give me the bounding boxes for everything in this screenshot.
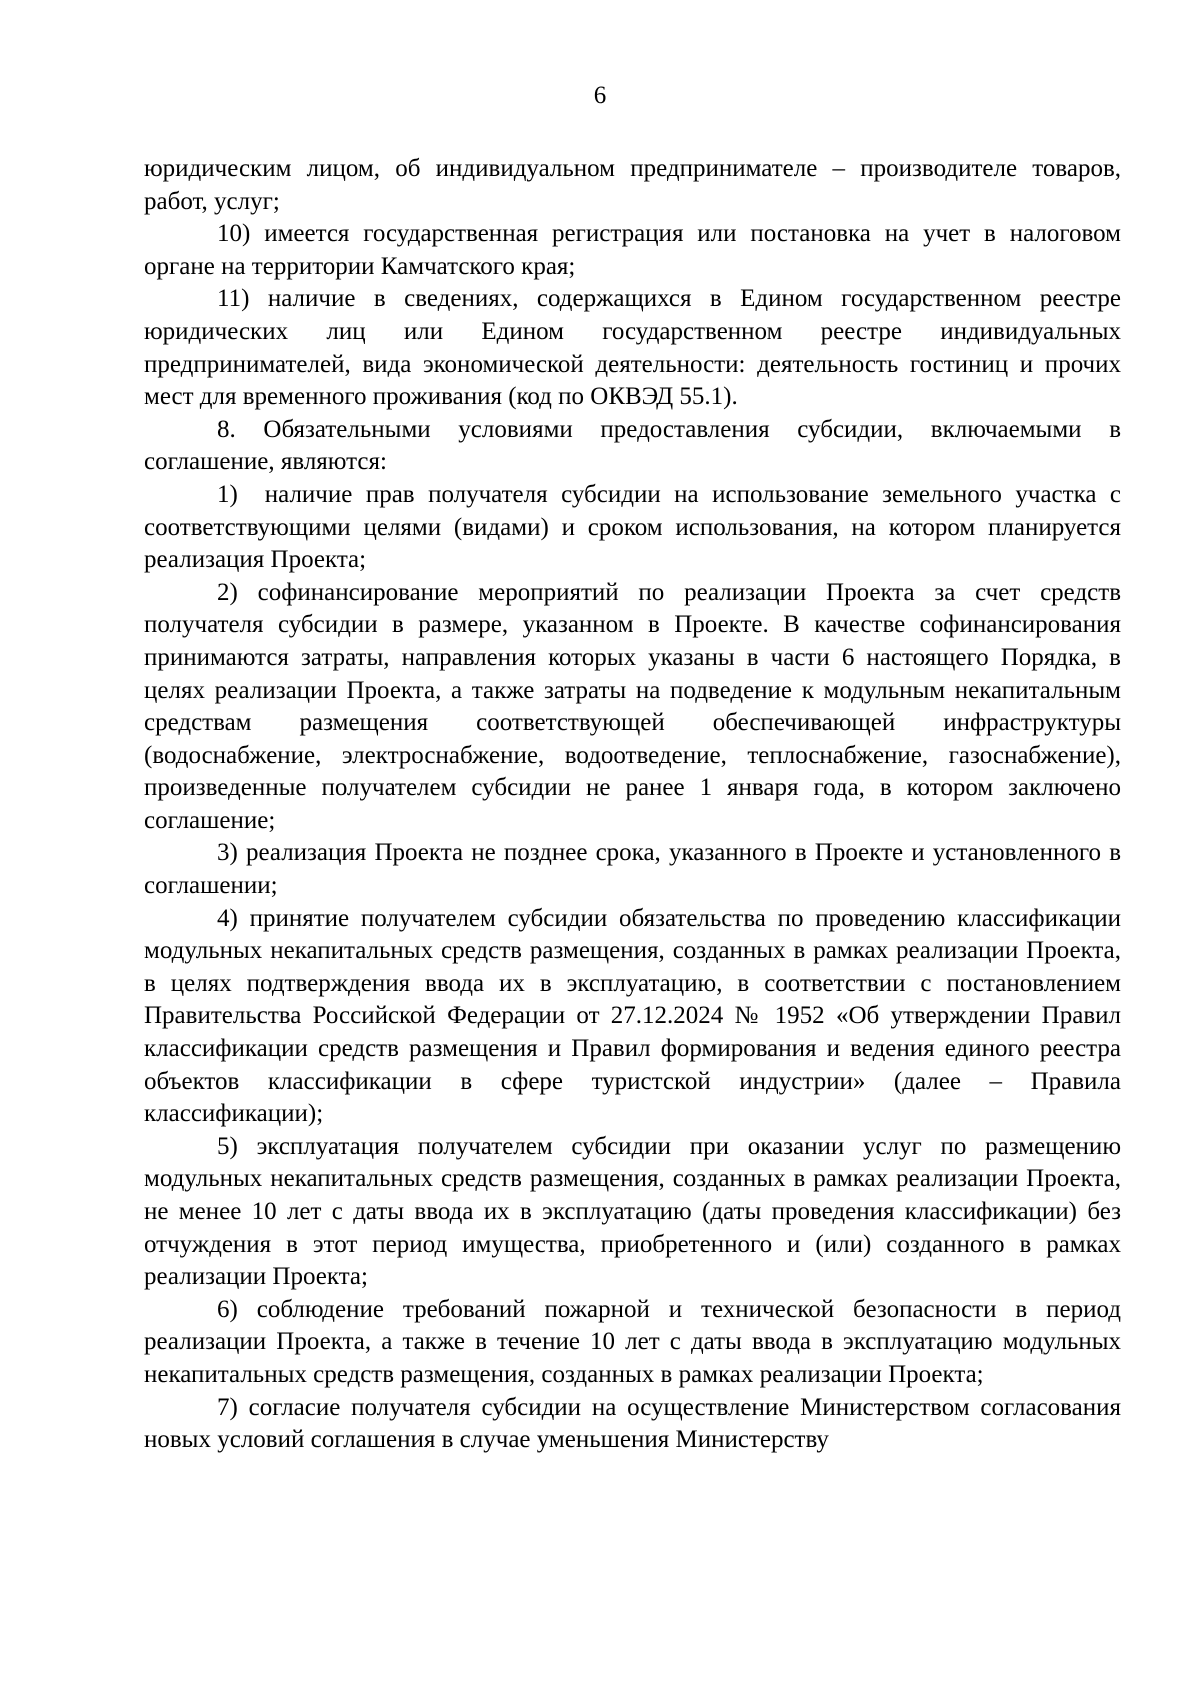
paragraph-item-10: 10) имеется государственная регистрация или постановка на учет в налоговом органе на территории Камчатского края;	[144, 220, 1121, 280]
paragraph-condition-7: 7) согласие получателя субсидии на осуществление Министерством согласования новых условий соглашения в случае уменьшения Министерству	[144, 1393, 1121, 1454]
paragraph-condition-3: 3) реализация Проекта не позднее срока, указанного в Проекте и установленного в соглашении;	[144, 839, 1121, 900]
paragraph-section-8: 8. Обязательными условиями предоставления субсидии, включаемыми в соглашение, являются:	[144, 415, 1121, 476]
paragraph-condition-2: 2) софинансирование мероприятий по реализации Проекта за счет средств получателя субсидии в размере, указанном в Проекте. В качестве софинансирования принимаются затраты, направления которых указаны в части 6 настоящего Порядка, в целях реализации Проекта, а также затраты на подведение к модульным некапитальным средствам размещения соответствующей обеспечивающей инфраструктуры (водоснабжение, электроснабжение, водоотведение, теплоснабжение, газоснабжение), произведенные получателем субсидии не ранее 1 января года, в котором заключено соглашение;	[144, 578, 1121, 834]
paragraph-continuation: юридическим лицом, об индивидуальном предпринимателе – производителе товаров, работ, услуг;	[144, 155, 1121, 215]
paragraph-condition-1: 1) наличие прав получателя субсидии на использование земельного участка с соответствующими целями (видами) и сроком использования, на котором планируется реализация Проекта;	[144, 480, 1128, 574]
paragraph-condition-4: 4) принятие получателем субсидии обязательства по проведению классификации модульных некапитальных средств размещения, созданных в рамках реализации Проекта, в целях подтверждения ввода их в эксплуатацию, в соответствии с постановлением Правительства Российской Федерации от 27.12.2024 № 1952 «Об утверждении Правил классификации средств размещения и Правил формирования и ведения единого реестра объектов классификации в сфере туристской индустрии» (далее – Правила классификации);	[144, 904, 1121, 1128]
paragraph-condition-5: 5) эксплуатация получателем субсидии при оказании услуг по размещению модульных некапитальных средств размещения, созданных в рамках реализации Проекта, не менее 10 лет с даты ввода их в эксплуатацию (даты проведения классификации) без отчуждения в этот период имущества, приобретенного и (или) созданного в рамках реализации Проекта;	[144, 1132, 1121, 1291]
paragraph-item-11: 11) наличие в сведениях, содержащихся в Едином государственном реестре юридических лиц или Едином государственном реестре индивидуальных предпринимателей, вида экономической деятельности: деятельность гостиниц и прочих мест для временного проживания (код по ОКВЭД 55.1).	[144, 285, 1121, 411]
page-number: 6	[593, 82, 607, 109]
paragraph-condition-6: 6) соблюдение требований пожарной и технической безопасности в период реализации Проекта, а также в течение 10 лет с даты ввода в эксплуатацию модульных некапитальных средств размещения, созданных в рамках реализации Проекта;	[144, 1295, 1121, 1388]
document-body	[144, 153, 1128, 1457]
